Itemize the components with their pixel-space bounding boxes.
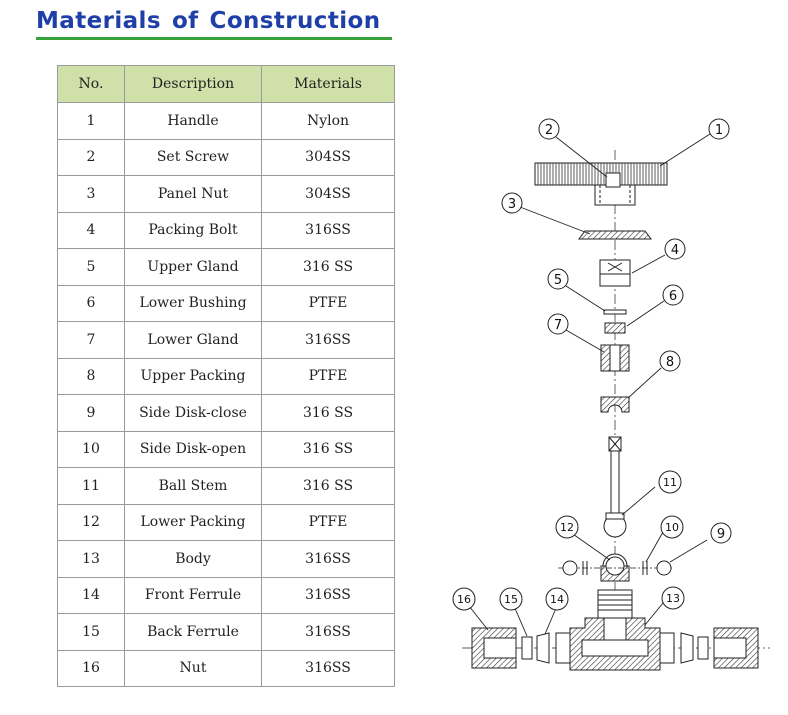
- table-row: [58, 322, 395, 359]
- packing-bolt-part: [600, 260, 630, 286]
- cell-no: 4: [58, 212, 125, 249]
- callout-9: [711, 523, 731, 543]
- cell-description: Panel Nut: [125, 176, 262, 213]
- callout-label-15: 15: [504, 593, 518, 606]
- callout-7: [548, 314, 568, 334]
- title-word: Construction: [209, 8, 381, 34]
- table-row: [58, 577, 395, 614]
- side-disk-close-part: [563, 561, 577, 575]
- lower-packing-part: [601, 554, 629, 581]
- cell-no: 6: [58, 285, 125, 322]
- callout-label-10: 10: [665, 521, 679, 534]
- cell-material: 316 SS: [262, 395, 395, 432]
- callout-15: [500, 588, 522, 610]
- callout-label-16: 16: [457, 593, 471, 606]
- lower-bushing-part: [605, 323, 625, 333]
- page-title: [36, 8, 392, 40]
- table-row: [58, 541, 395, 578]
- table-row: [58, 103, 395, 140]
- cell-description: Back Ferrule: [125, 614, 262, 651]
- callout-8: [660, 351, 680, 371]
- table-row: [58, 395, 395, 432]
- callout-12: [556, 516, 578, 538]
- cell-material: 316SS: [262, 212, 395, 249]
- callout-label-9: 9: [716, 527, 726, 542]
- callout-4: [665, 239, 685, 259]
- cell-material: 316SS: [262, 650, 395, 687]
- front-ferrule-part: [537, 633, 549, 663]
- callout-label-1: 1: [714, 123, 724, 138]
- valve-exploded-diagram: [440, 110, 780, 690]
- cell-material: 316 SS: [262, 431, 395, 468]
- back-ferrule-part: [698, 637, 708, 659]
- callout-16: [453, 588, 475, 610]
- cell-description: Set Screw: [125, 139, 262, 176]
- title-word: of: [171, 8, 199, 34]
- callout-label-3: 3: [507, 197, 517, 212]
- lower-gland-part: [601, 345, 629, 371]
- cell-description: Lower Packing: [125, 504, 262, 541]
- side-disk-open-part: [657, 561, 671, 575]
- table-header-row: [58, 66, 395, 103]
- cell-no: 1: [58, 103, 125, 140]
- table-row: [58, 504, 395, 541]
- cell-no: 7: [58, 322, 125, 359]
- cell-material: 316 SS: [262, 249, 395, 286]
- callout-11: [659, 471, 681, 493]
- callout-label-11: 11: [663, 476, 677, 489]
- cell-description: Lower Gland: [125, 322, 262, 359]
- callout-label-2: 2: [544, 123, 554, 138]
- table-row: [58, 468, 395, 505]
- upper-gland-part: [604, 310, 626, 314]
- callout-14: [546, 588, 568, 610]
- cell-no: 5: [58, 249, 125, 286]
- materials-table: [57, 65, 395, 687]
- callout-1: [709, 119, 729, 139]
- cell-material: Nylon: [262, 103, 395, 140]
- cell-material: PTFE: [262, 285, 395, 322]
- cell-description: Packing Bolt: [125, 212, 262, 249]
- header-materials: Materials: [262, 66, 395, 103]
- callout-label-7: 7: [553, 318, 563, 333]
- cell-material: 316SS: [262, 322, 395, 359]
- cell-no: 15: [58, 614, 125, 651]
- cell-no: 12: [58, 504, 125, 541]
- cell-no: 14: [58, 577, 125, 614]
- cell-material: 316SS: [262, 541, 395, 578]
- callout-10: [661, 516, 683, 538]
- cell-no: 11: [58, 468, 125, 505]
- body-part: [556, 590, 674, 670]
- cell-material: 316SS: [262, 577, 395, 614]
- callout-2: [539, 119, 559, 139]
- callout-label-14: 14: [550, 593, 564, 606]
- cell-material: 304SS: [262, 176, 395, 213]
- cell-material: 316 SS: [262, 468, 395, 505]
- cell-description: Upper Gland: [125, 249, 262, 286]
- callout-label-4: 4: [670, 243, 680, 258]
- table-row: [58, 176, 395, 213]
- table-row: [58, 650, 395, 687]
- callout-13: [662, 587, 684, 609]
- callout-3: [502, 193, 522, 213]
- cell-description: Lower Bushing: [125, 285, 262, 322]
- table-row: [58, 249, 395, 286]
- table-row: [58, 212, 395, 249]
- cell-material: PTFE: [262, 358, 395, 395]
- cell-no: 3: [58, 176, 125, 213]
- front-ferrule-part: [681, 633, 693, 663]
- table-row: [58, 285, 395, 322]
- panel-nut-part: [579, 231, 651, 239]
- callout-label-5: 5: [553, 273, 563, 288]
- cell-description: Front Ferrule: [125, 577, 262, 614]
- table-row: [58, 139, 395, 176]
- cell-no: 2: [58, 139, 125, 176]
- callout-label-12: 12: [560, 521, 574, 534]
- callout-label-13: 13: [666, 592, 680, 605]
- table-row: [58, 358, 395, 395]
- cell-no: 10: [58, 431, 125, 468]
- back-ferrule-part: [522, 637, 532, 659]
- header-description: Description: [125, 66, 262, 103]
- cell-description: Side Disk-open: [125, 431, 262, 468]
- table-row: [58, 614, 395, 651]
- cell-description: Body: [125, 541, 262, 578]
- cell-no: 13: [58, 541, 125, 578]
- callout-6: [663, 285, 683, 305]
- callout-label-6: 6: [668, 289, 678, 304]
- title-word: Materials: [36, 8, 161, 34]
- cell-material: 316SS: [262, 614, 395, 651]
- callout-5: [548, 269, 568, 289]
- cell-no: 16: [58, 650, 125, 687]
- cell-description: Ball Stem: [125, 468, 262, 505]
- callout-label-8: 8: [665, 355, 675, 370]
- cell-no: 8: [58, 358, 125, 395]
- header-no: No.: [58, 66, 125, 103]
- cell-material: 304SS: [262, 139, 395, 176]
- handle-part: [535, 163, 667, 205]
- cell-no: 9: [58, 395, 125, 432]
- cell-description: Nut: [125, 650, 262, 687]
- cell-description: Handle: [125, 103, 262, 140]
- cell-description: Upper Packing: [125, 358, 262, 395]
- ball-stem-part: [604, 437, 626, 537]
- cell-material: PTFE: [262, 504, 395, 541]
- table-body: [58, 103, 395, 687]
- cell-description: Side Disk-close: [125, 395, 262, 432]
- table-row: [58, 431, 395, 468]
